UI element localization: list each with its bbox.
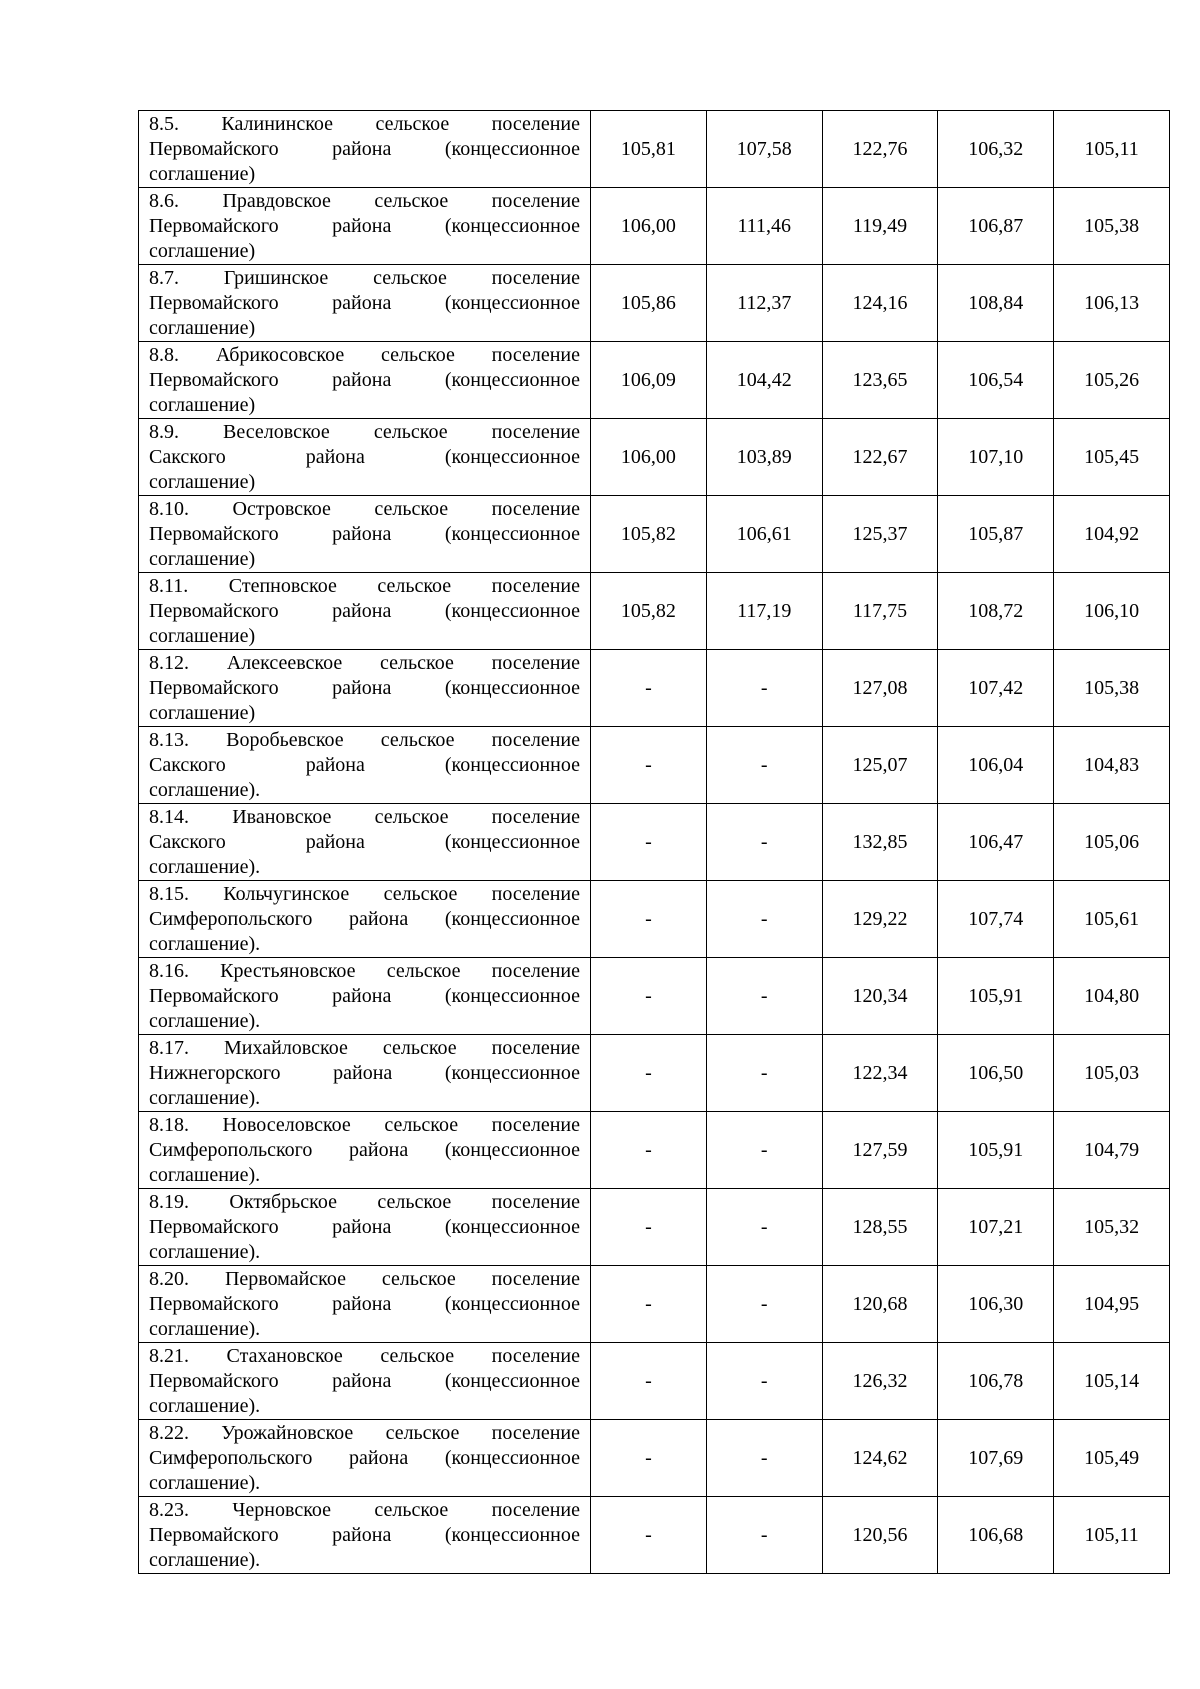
value-cell-2: - <box>706 958 822 1035</box>
settlement-name-line-2: Сакского района (концессионное <box>149 831 580 853</box>
value-cell-3: 125,37 <box>822 496 938 573</box>
settlement-name-cell <box>139 804 591 881</box>
value-cell-4: 106,54 <box>938 342 1054 419</box>
value-cell-4: 106,32 <box>938 111 1054 188</box>
value-cell-1: - <box>591 1189 707 1266</box>
table-row <box>139 1189 1170 1266</box>
value-cell-3: 120,56 <box>822 1497 938 1574</box>
value-cell-1: - <box>591 1035 707 1112</box>
value-cell-2: - <box>706 881 822 958</box>
settlement-name-line-3: соглашение) <box>149 163 256 185</box>
table-row <box>139 881 1170 958</box>
value-cell-2: - <box>706 1189 822 1266</box>
value-cell-3: 122,34 <box>822 1035 938 1112</box>
value-cell-5: 105,61 <box>1054 881 1170 958</box>
settlement-name-line-3: соглашение). <box>149 856 261 878</box>
settlement-name-line-3: соглашение) <box>149 317 256 339</box>
settlement-name-line-2: Первомайского района (концессионное <box>149 523 580 545</box>
value-cell-5: 106,10 <box>1054 573 1170 650</box>
value-cell-3: 117,75 <box>822 573 938 650</box>
value-cell-3: 129,22 <box>822 881 938 958</box>
settlement-name-line-2: Симферопольского района (концессионное <box>149 908 580 930</box>
value-cell-4: 107,74 <box>938 881 1054 958</box>
settlement-name-line-1: 8.19. Октябрьское сельское поселение <box>149 1191 580 1213</box>
value-cell-4: 107,69 <box>938 1420 1054 1497</box>
value-cell-3: 126,32 <box>822 1343 938 1420</box>
value-cell-5: 104,79 <box>1054 1112 1170 1189</box>
value-cell-4: 108,72 <box>938 573 1054 650</box>
value-cell-5: 104,95 <box>1054 1266 1170 1343</box>
settlement-name-cell <box>139 1189 591 1266</box>
settlement-name-line-1: 8.21. Стахановское сельское поселение <box>149 1345 580 1367</box>
value-cell-5: 105,14 <box>1054 1343 1170 1420</box>
value-cell-2: 111,46 <box>706 188 822 265</box>
settlement-name-line-3: соглашение). <box>149 1010 261 1032</box>
settlement-name-line-3: соглашение) <box>149 548 256 570</box>
value-cell-4: 107,42 <box>938 650 1054 727</box>
settlement-name-line-1: 8.15. Кольчугинское сельское поселение <box>149 883 580 905</box>
settlement-name-line-2: Симферопольского района (концессионное <box>149 1447 580 1469</box>
value-cell-3: 125,07 <box>822 727 938 804</box>
value-cell-1: - <box>591 1112 707 1189</box>
settlement-name-line-1: 8.10. Островское сельское поселение <box>149 498 580 520</box>
value-cell-2: - <box>706 650 822 727</box>
table-row <box>139 804 1170 881</box>
settlement-name-line-3: соглашение) <box>149 625 256 647</box>
value-cell-2: - <box>706 1343 822 1420</box>
table-row <box>139 650 1170 727</box>
settlement-name-line-1: 8.6. Правдовское сельское поселение <box>149 190 580 212</box>
value-cell-1: - <box>591 1420 707 1497</box>
value-cell-4: 108,84 <box>938 265 1054 342</box>
value-cell-1: 105,86 <box>591 265 707 342</box>
value-cell-3: 122,67 <box>822 419 938 496</box>
value-cell-1: 105,82 <box>591 496 707 573</box>
settlement-name-cell <box>139 881 591 958</box>
settlement-name-line-3: соглашение) <box>149 394 256 416</box>
settlement-name-line-3: соглашение). <box>149 933 261 955</box>
table-row <box>139 1420 1170 1497</box>
settlement-name-cell <box>139 650 591 727</box>
settlement-name-cell <box>139 573 591 650</box>
value-cell-4: 106,47 <box>938 804 1054 881</box>
value-cell-2: 104,42 <box>706 342 822 419</box>
settlement-name-line-3: соглашение). <box>149 1318 261 1340</box>
settlement-name-cell <box>139 958 591 1035</box>
value-cell-5: 105,06 <box>1054 804 1170 881</box>
settlement-name-line-3: соглашение). <box>149 1472 261 1494</box>
value-cell-4: 105,87 <box>938 496 1054 573</box>
settlement-name-line-1: 8.7. Гришинское сельское поселение <box>149 267 580 289</box>
value-cell-3: 120,68 <box>822 1266 938 1343</box>
settlement-name-line-3: соглашение). <box>149 779 261 801</box>
table-body <box>139 111 1170 1574</box>
value-cell-4: 106,30 <box>938 1266 1054 1343</box>
value-cell-5: 105,38 <box>1054 650 1170 727</box>
table-row <box>139 265 1170 342</box>
value-cell-3: 123,65 <box>822 342 938 419</box>
settlement-name-line-2: Сакского района (концессионное <box>149 754 580 776</box>
table-row <box>139 1343 1170 1420</box>
value-cell-1: 106,09 <box>591 342 707 419</box>
settlement-name-cell <box>139 265 591 342</box>
settlement-name-line-1: 8.12. Алексеевское сельское поселение <box>149 652 580 674</box>
settlement-name-line-2: Первомайского района (концессионное <box>149 985 580 1007</box>
settlement-name-cell <box>139 1497 591 1574</box>
settlement-name-line-1: 8.13. Воробьевское сельское поселение <box>149 729 580 751</box>
settlement-name-line-2: Первомайского района (концессионное <box>149 292 580 314</box>
settlement-name-cell <box>139 1420 591 1497</box>
table-row <box>139 188 1170 265</box>
value-cell-2: - <box>706 727 822 804</box>
value-cell-4: 105,91 <box>938 1112 1054 1189</box>
value-cell-2: - <box>706 1035 822 1112</box>
value-cell-5: 105,38 <box>1054 188 1170 265</box>
settlement-name-line-2: Первомайского района (концессионное <box>149 600 580 622</box>
table-row <box>139 419 1170 496</box>
table-row <box>139 1266 1170 1343</box>
value-cell-4: 106,04 <box>938 727 1054 804</box>
value-cell-2: - <box>706 804 822 881</box>
settlement-name-cell <box>139 1266 591 1343</box>
value-cell-3: 124,62 <box>822 1420 938 1497</box>
value-cell-2: 112,37 <box>706 265 822 342</box>
value-cell-1: 105,82 <box>591 573 707 650</box>
settlement-name-line-3: соглашение). <box>149 1395 261 1417</box>
value-cell-1: - <box>591 1343 707 1420</box>
value-cell-5: 106,13 <box>1054 265 1170 342</box>
settlement-name-line-3: соглашение). <box>149 1087 261 1109</box>
settlement-name-line-1: 8.11. Степновское сельское поселение <box>149 575 580 597</box>
value-cell-1: - <box>591 1266 707 1343</box>
settlement-name-line-3: соглашение) <box>149 702 256 724</box>
settlement-name-line-2: Первомайского района (концессионное <box>149 1216 580 1238</box>
settlement-name-line-1: 8.8. Абрикосовское сельское поселение <box>149 344 580 366</box>
value-cell-1: - <box>591 958 707 1035</box>
value-cell-3: 124,16 <box>822 265 938 342</box>
table-row <box>139 496 1170 573</box>
value-cell-5: 105,03 <box>1054 1035 1170 1112</box>
value-cell-3: 127,08 <box>822 650 938 727</box>
value-cell-3: 122,76 <box>822 111 938 188</box>
settlement-name-line-3: соглашение). <box>149 1164 261 1186</box>
settlement-name-cell <box>139 1343 591 1420</box>
value-cell-1: - <box>591 727 707 804</box>
settlement-name-line-1: 8.14. Ивановское сельское поселение <box>149 806 580 828</box>
value-cell-1: - <box>591 1497 707 1574</box>
settlement-name-line-1: 8.18. Новоселовское сельское поселение <box>149 1114 580 1136</box>
tariff-index-table <box>138 110 1170 1574</box>
value-cell-5: 105,49 <box>1054 1420 1170 1497</box>
value-cell-2: - <box>706 1420 822 1497</box>
settlement-name-line-1: 8.5. Калининское сельское поселение <box>149 113 580 135</box>
value-cell-5: 104,92 <box>1054 496 1170 573</box>
table-row <box>139 111 1170 188</box>
settlement-name-line-2: Нижнегорского района (концессионное <box>149 1062 580 1084</box>
value-cell-1: - <box>591 804 707 881</box>
settlement-name-line-2: Сакского района (концессионное <box>149 446 580 468</box>
value-cell-4: 107,10 <box>938 419 1054 496</box>
value-cell-4: 106,87 <box>938 188 1054 265</box>
table-row <box>139 958 1170 1035</box>
table-row <box>139 1497 1170 1574</box>
settlement-name-line-2: Первомайского района (концессионное <box>149 1370 580 1392</box>
settlement-name-line-2: Первомайского района (концессионное <box>149 369 580 391</box>
settlement-name-cell <box>139 342 591 419</box>
value-cell-4: 106,68 <box>938 1497 1054 1574</box>
settlement-name-cell <box>139 1035 591 1112</box>
settlement-name-line-1: 8.22. Урожайновское сельское поселение <box>149 1422 580 1444</box>
settlement-name-cell <box>139 1112 591 1189</box>
settlement-name-line-1: 8.23. Черновское сельское поселение <box>149 1499 580 1521</box>
settlement-name-cell <box>139 496 591 573</box>
value-cell-3: 120,34 <box>822 958 938 1035</box>
value-cell-5: 105,45 <box>1054 419 1170 496</box>
settlement-name-line-2: Первомайского района (концессионное <box>149 138 580 160</box>
value-cell-5: 105,11 <box>1054 1497 1170 1574</box>
value-cell-4: 106,78 <box>938 1343 1054 1420</box>
value-cell-4: 106,50 <box>938 1035 1054 1112</box>
value-cell-4: 107,21 <box>938 1189 1054 1266</box>
settlement-name-line-3: соглашение). <box>149 1241 261 1263</box>
settlement-name-line-2: Первомайского района (концессионное <box>149 1524 580 1546</box>
value-cell-1: - <box>591 881 707 958</box>
value-cell-5: 104,83 <box>1054 727 1170 804</box>
value-cell-1: 105,81 <box>591 111 707 188</box>
table-row <box>139 342 1170 419</box>
settlement-name-line-2: Первомайского района (концессионное <box>149 677 580 699</box>
settlement-name-line-1: 8.9. Веселовское сельское поселение <box>149 421 580 443</box>
value-cell-2: 107,58 <box>706 111 822 188</box>
settlement-name-cell <box>139 419 591 496</box>
value-cell-3: 127,59 <box>822 1112 938 1189</box>
settlement-name-cell <box>139 188 591 265</box>
value-cell-1: - <box>591 650 707 727</box>
table-row <box>139 573 1170 650</box>
settlement-name-line-3: соглашение) <box>149 471 256 493</box>
table-row <box>139 727 1170 804</box>
settlement-name-line-3: соглашение) <box>149 240 256 262</box>
settlement-name-line-2: Симферопольского района (концессионное <box>149 1139 580 1161</box>
value-cell-3: 119,49 <box>822 188 938 265</box>
table-row <box>139 1035 1170 1112</box>
value-cell-2: - <box>706 1112 822 1189</box>
value-cell-2: 117,19 <box>706 573 822 650</box>
value-cell-3: 132,85 <box>822 804 938 881</box>
value-cell-2: 106,61 <box>706 496 822 573</box>
value-cell-5: 104,80 <box>1054 958 1170 1035</box>
value-cell-4: 105,91 <box>938 958 1054 1035</box>
table-row <box>139 1112 1170 1189</box>
settlement-name-cell <box>139 111 591 188</box>
settlement-name-line-1: 8.17. Михайловское сельское поселение <box>149 1037 580 1059</box>
settlement-name-line-2: Первомайского района (концессионное <box>149 1293 580 1315</box>
settlement-name-cell <box>139 727 591 804</box>
value-cell-2: 103,89 <box>706 419 822 496</box>
settlement-name-line-2: Первомайского района (концессионное <box>149 215 580 237</box>
value-cell-1: 106,00 <box>591 419 707 496</box>
value-cell-5: 105,32 <box>1054 1189 1170 1266</box>
value-cell-2: - <box>706 1266 822 1343</box>
value-cell-5: 105,11 <box>1054 111 1170 188</box>
settlement-name-line-1: 8.16. Крестьяновское сельское поселение <box>149 960 580 982</box>
value-cell-5: 105,26 <box>1054 342 1170 419</box>
value-cell-3: 128,55 <box>822 1189 938 1266</box>
value-cell-1: 106,00 <box>591 188 707 265</box>
settlement-name-line-1: 8.20. Первомайское сельское поселение <box>149 1268 580 1290</box>
value-cell-2: - <box>706 1497 822 1574</box>
settlement-name-line-3: соглашение). <box>149 1549 261 1571</box>
